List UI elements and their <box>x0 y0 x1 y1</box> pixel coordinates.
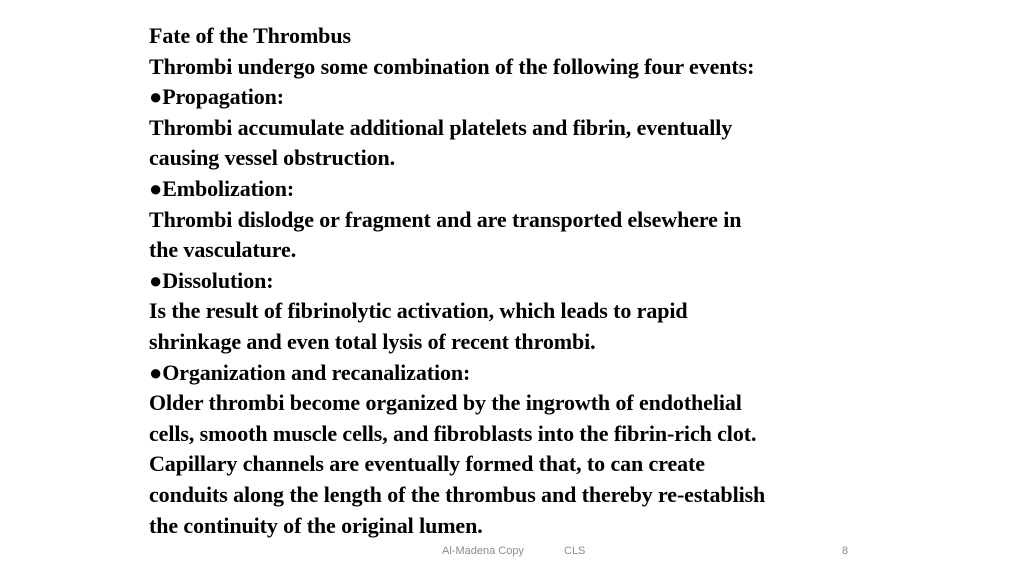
section-text-line: shrinkage and even total lysis of recent thrombi. <box>149 328 596 354</box>
section-text-line: Older thrombi become organized by the ingrowth of endothelial <box>149 390 742 416</box>
section-text-line: Is the result of fibrinolytic activation, which leads to rapid <box>149 298 688 324</box>
footer-source: Al-Madena Copy <box>442 545 524 557</box>
section-text-line: causing vessel obstruction. <box>149 145 396 171</box>
section-text-line: Thrombi accumulate additional platelets and fibrin, eventually <box>149 114 733 140</box>
section-heading-dissolution: ●Dissolution: <box>149 267 274 293</box>
slide-body <box>149 21 889 541</box>
page-number: 8 <box>842 545 849 557</box>
section-text-line: Thrombi dislodge or fragment and are transported elsewhere in <box>149 206 742 232</box>
section-text-line: Capillary channels are eventually formed that, to can create <box>149 451 705 477</box>
section-heading-propagation: ●Propagation: <box>149 84 285 110</box>
section-heading-embolization: ●Embolization: <box>149 175 295 201</box>
section-text-line: the continuity of the original lumen. <box>149 512 483 538</box>
slide-title: Fate of the Thrombus <box>149 23 351 48</box>
intro-text: Thrombi undergo some combination of the following four events: <box>149 53 755 79</box>
footer-label: CLS <box>564 545 586 557</box>
section-text-line: cells, smooth muscle cells, and fibroblasts into the fibrin-rich clot. <box>149 420 757 446</box>
section-heading-organization: ●Organization and recanalization: <box>149 359 471 385</box>
section-text-line: conduits along the length of the thrombus and thereby re-establish <box>149 481 766 507</box>
section-text-line: the vasculature. <box>149 237 297 263</box>
